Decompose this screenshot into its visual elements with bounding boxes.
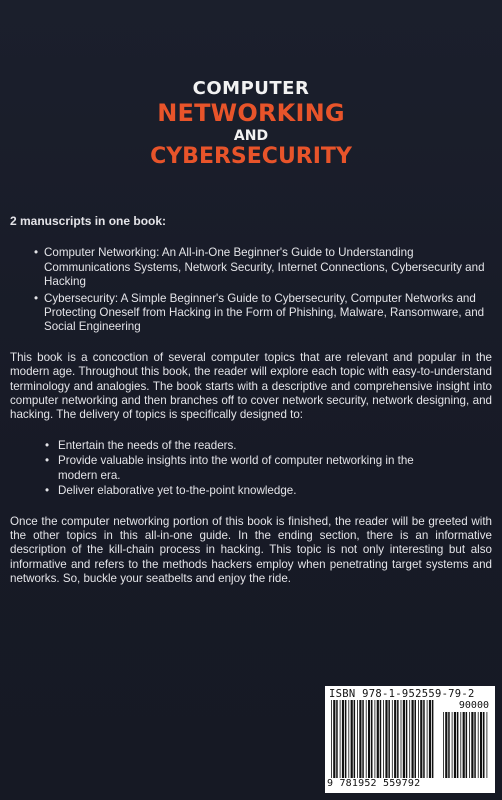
barcode-digits: 9 781952 559792 [327,778,421,789]
list-item: • Deliver elaborative yet to-the-point knowledge. [58,484,492,498]
book-title [0,80,502,168]
title-line-networking: NETWORKING [157,99,345,127]
manuscripts-heading: 2 manuscripts in one book: [10,214,167,228]
manuscripts-list [10,246,492,334]
closing-paragraph: Once the computer networking portion of this book is finished, the reader will be greeted with the other topics in this all-in-one guide. In the ending section, there is an informative description of the kill-chain process in hacking. This topic is not only interesting but also informative and refers to the methods hackers employ when penetrating target systems and networks. So, buckle your seatbelts and enjoy the ride. [10,514,492,586]
price-barcode-bars-icon [441,712,489,778]
price-code: 90000 [458,700,489,711]
barcode [325,686,495,793]
list-item: • Provide valuable insights into the world of computer networking in the modern era. [58,454,438,483]
description-paragraph: This book is a concoction of several computer topics that are relevant and popular in the modern age. Throughout this book, the reader will explore each topic with easy-to-understand terminology and analogies. The book starts with a descriptive and comprehensive insight into computer networking and then branches off to cover network security, network designing, and hacking. The delivery of topics is specifically designed to: [10,350,492,422]
title-line-and: AND [233,128,269,144]
goals-list [10,439,492,499]
list-item: • Cybersecurity: A Simple Beginner's Guide to Cybersecurity, Computer Networks and Protecting Oneself from Hacking in the Form of Phishing, Malware, Ransomware, and Social Engineering [44,292,492,335]
title-line-cybersecurity: CYBERSECURITY [150,144,352,169]
barcode-bars-icon [329,700,435,778]
list-item: • Computer Networking: An All-in-One Beginner's Guide to Understanding Communications Systems, Network Security, Internet Connections, Cybersecurity and Hacking [44,246,492,289]
list-item: • Entertain the needs of the readers. [58,439,492,453]
blurb [10,214,492,603]
isbn-number: ISBN 978-1-952559-79-2 [329,688,475,700]
title-line-computer: COMPUTER [192,78,310,99]
